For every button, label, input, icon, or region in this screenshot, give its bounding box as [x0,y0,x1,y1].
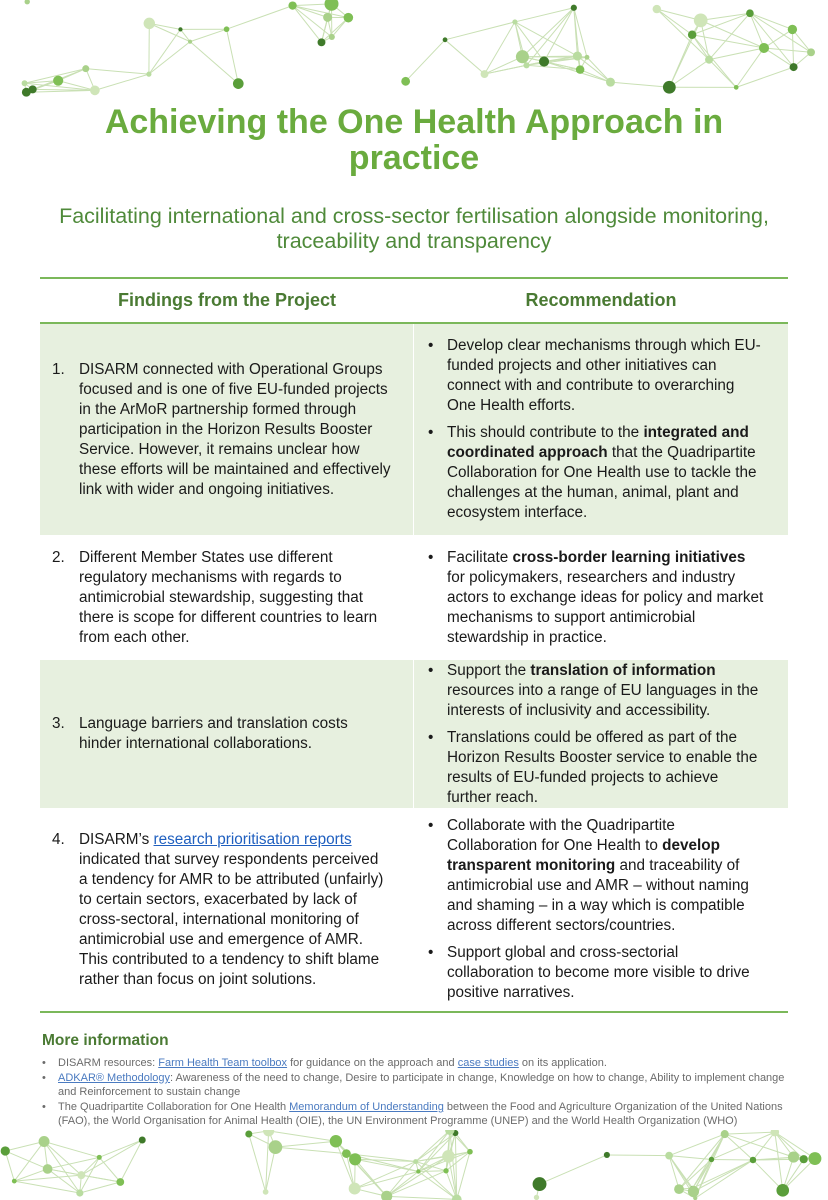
network-node [759,43,769,53]
more-information [42,1032,802,1129]
recommendation-cell [414,660,788,808]
finding-text: Different Member States use different regulatory mechanisms with regards to antimicrobial stewardship, suggesting that there is scope for different countries to learn from each other. [79,548,378,646]
network-node [709,1157,714,1162]
recommendation-text: Develop clear mechanisms through which EU-funded projects and other initiatives can connect with and contribute to overarching One Health efforts. [447,337,761,414]
network-node [800,1155,808,1163]
network-node [688,1186,699,1197]
network-node [245,1130,252,1137]
network-node [401,77,410,86]
memorandum-link[interactable]: Memorandum of Understanding [289,1101,444,1113]
network-node [12,1179,17,1184]
network-node [330,1135,342,1147]
network-node [233,78,244,89]
network-node [82,65,89,72]
network-node [694,14,708,28]
case-studies-link[interactable]: case studies [457,1057,519,1069]
network-node [90,85,100,95]
network-node [576,65,585,74]
network-node [77,1171,85,1179]
network-decoration-top [0,0,828,100]
list-item: • Translations could be offered as part of the Horizon Results Booster service to enable the results of EU-funded projects to achieve further reach. [426,728,766,808]
network-node [523,62,529,68]
finding-number: 2. [52,548,65,566]
network-node [746,9,754,17]
network-node [653,5,661,13]
network-node [22,88,31,97]
network-node [329,34,335,40]
network-node [76,1189,83,1196]
recommendation-text: Support global and cross-sectorial collaboration to become more visible to drive positive narratives. [447,944,750,1001]
finding-text: Language barriers and translation costs hinder international collaborations. [79,715,348,752]
network-node [139,1137,146,1144]
finding-number: 1. [52,360,65,378]
network-node [318,38,326,46]
network-node [481,70,489,78]
network-node [663,81,676,94]
network-node [97,1155,102,1160]
network-node [416,1169,420,1173]
list-item: • Support global and cross-sectorial collaboration to become more visible to drive positive narratives. [426,943,766,1003]
network-node [533,1177,547,1191]
network-node [22,80,28,86]
network-node [53,76,63,86]
network-node [178,27,182,31]
network-node [790,63,798,71]
finding-cell [40,324,414,535]
network-node [665,1152,673,1160]
network-node [807,48,815,56]
network-node [288,1,296,9]
network-node [573,52,582,61]
network-node [534,1195,539,1200]
network-node [349,1153,361,1165]
network-node [452,1195,462,1200]
network-node [705,56,713,64]
network-node [442,1150,455,1163]
research-reports-link[interactable]: research prioritisation reports [153,830,352,848]
more-information-title: More information [42,1032,169,1049]
table-row [40,324,788,535]
header-findings: Findings from the Project [117,290,336,310]
page-title: Achieving the One Health Approach in practice [104,103,724,177]
findings-table [40,277,788,1013]
finding-number: 3. [52,715,65,732]
network-node [443,1168,448,1173]
recommendation-cell [414,808,788,1011]
network-node [263,1189,269,1195]
list-item: • The Quadripartite Collaboration for One Health Memorandum of Understanding between the Food and Agriculture Organization of the United Nations (FAO), the World Organisation for Animal Health (OIE), the UN Environment Programme (UNEP) and the World Health Organization (WHO) [42,1101,783,1127]
header-recommendation: Recommendation [525,290,677,310]
network-node [721,1130,729,1138]
network-node [1,1146,10,1155]
table-row [40,808,788,1011]
network-node [516,50,529,63]
table-bottom-rule [40,1011,788,1013]
finding-cell [40,535,414,660]
network-node [750,1157,757,1164]
network-node [688,31,696,39]
recommendation-cell [414,324,788,535]
network-node [808,1152,821,1165]
list-item: • Collaborate with the Quadripartite Collaboration for One Health to develop transparent monitoring and traceability of antimicrobial use and AMR – without naming and shaming – in a way which is compatible across different sectors/countries. [426,816,766,936]
network-node [263,1130,274,1136]
list-item: • DISARM resources: Farm Health Team toolbox for guidance on the approach and case studies on its application. [42,1057,607,1069]
table-row [40,660,788,808]
network-decoration-bottom [0,1130,828,1200]
finding-text: DISARM connected with Operational Groups focused and is one of five EU-funded projects in the ArMoR partnership formed through participation in the Horizon Results Booster Service. However, it remains unclear how these efforts will be maintained and effectively link with wider and ongoing initiatives. [79,360,391,498]
recommendation-cell [414,535,788,660]
network-node [539,56,549,66]
network-node [604,1152,610,1158]
network-node [585,55,590,60]
network-node [116,1178,124,1186]
network-node [43,1164,53,1174]
farm-health-toolbox-link[interactable]: Farm Health Team toolbox [158,1057,288,1069]
network-node [788,1152,799,1163]
network-node [269,1140,283,1154]
network-node [776,1184,789,1197]
network-node [788,25,797,34]
network-node [512,19,517,24]
list-item: • ADKAR® Methodology: Awareness of the need to change, Desire to participate in change, Knowledge on how to change, Ability to implement change and Reinforcement to sustain change [42,1072,785,1098]
network-node [734,85,739,90]
network-node [443,37,448,42]
network-node [606,78,615,87]
network-node [144,18,155,29]
list-item: • Facilitate cross-border learning initiatives for policymakers, researchers and industry actors to exchange ideas for policy and market mechanisms to support antimicrobial stewardship in practice. [426,548,766,648]
finding-text: DISARM’s research prioritisation reports indicated that survey respondents perceived a tendency for AMR to be attributed (unfairly) to certain sectors, exacerbated by lack of cross-sectoral, international monitoring of antimicrobial use and emergence of AMR. This contributed to a tendency to shift blame rather than focus on joint solutions. [79,830,384,988]
list-item: • This should contribute to the integrated and coordinated approach that the Quadripartite Collaboration for One Health use to tackle the challenges at the human, animal, plant and ecosystem interface. [426,423,766,523]
list-item: • Develop clear mechanisms through which EU-funded projects and other initiatives can connect with and contribute to overarching One Health efforts. [426,336,766,416]
network-node [39,1136,50,1147]
network-node [224,26,230,32]
table-row [40,535,788,660]
network-node [342,1149,351,1158]
network-node [344,13,354,23]
network-node [467,1149,473,1155]
network-node [674,1184,684,1194]
network-node [323,13,332,22]
network-node [571,5,577,11]
network-node [25,0,30,4]
recommendation-text: Collaborate with the Quadripartite Collaboration for One Health to develop transparent monitoring and traceability of antimicrobial use and AMR – without naming and shaming – in a way which is compatible across different sectors/countries. [447,817,749,934]
network-node [325,0,339,11]
adkar-methodology-link[interactable]: ADKAR® Methodology [58,1072,171,1084]
network-node [188,40,192,44]
page-subtitle: Facilitating international and cross-sector fertilisation alongside monitoring, traceability and transparency [59,204,769,253]
recommendation-text: This should contribute to the integrated and coordinated approach that the Quadripartite Collaboration for One Health use to tackle the challenges at the human, animal, plant and ecosystem interface. [447,424,757,521]
network-node [349,1183,361,1195]
list-item: • Support the translation of information resources into a range of EU languages in the interests of inclusivity and accessibility. [426,661,766,721]
recommendation-text: Facilitate cross-border learning initiatives for policymakers, researchers and industry actors to exchange ideas for policy and market mechanisms to support antimicrobial stewardship in practice. [447,548,764,646]
table-header [40,279,788,322]
network-node [146,72,151,77]
recommendation-text: Translations could be offered as part of the Horizon Results Booster service to enable the results of EU-funded projects to achieve further reach. [447,728,758,806]
finding-cell [40,660,414,808]
recommendation-text: Support the translation of information resources into a range of EU languages in the interests of inclusivity and accessibility. [447,661,759,719]
network-node [413,1159,418,1164]
finding-cell [40,808,414,1011]
finding-number: 4. [52,830,65,848]
